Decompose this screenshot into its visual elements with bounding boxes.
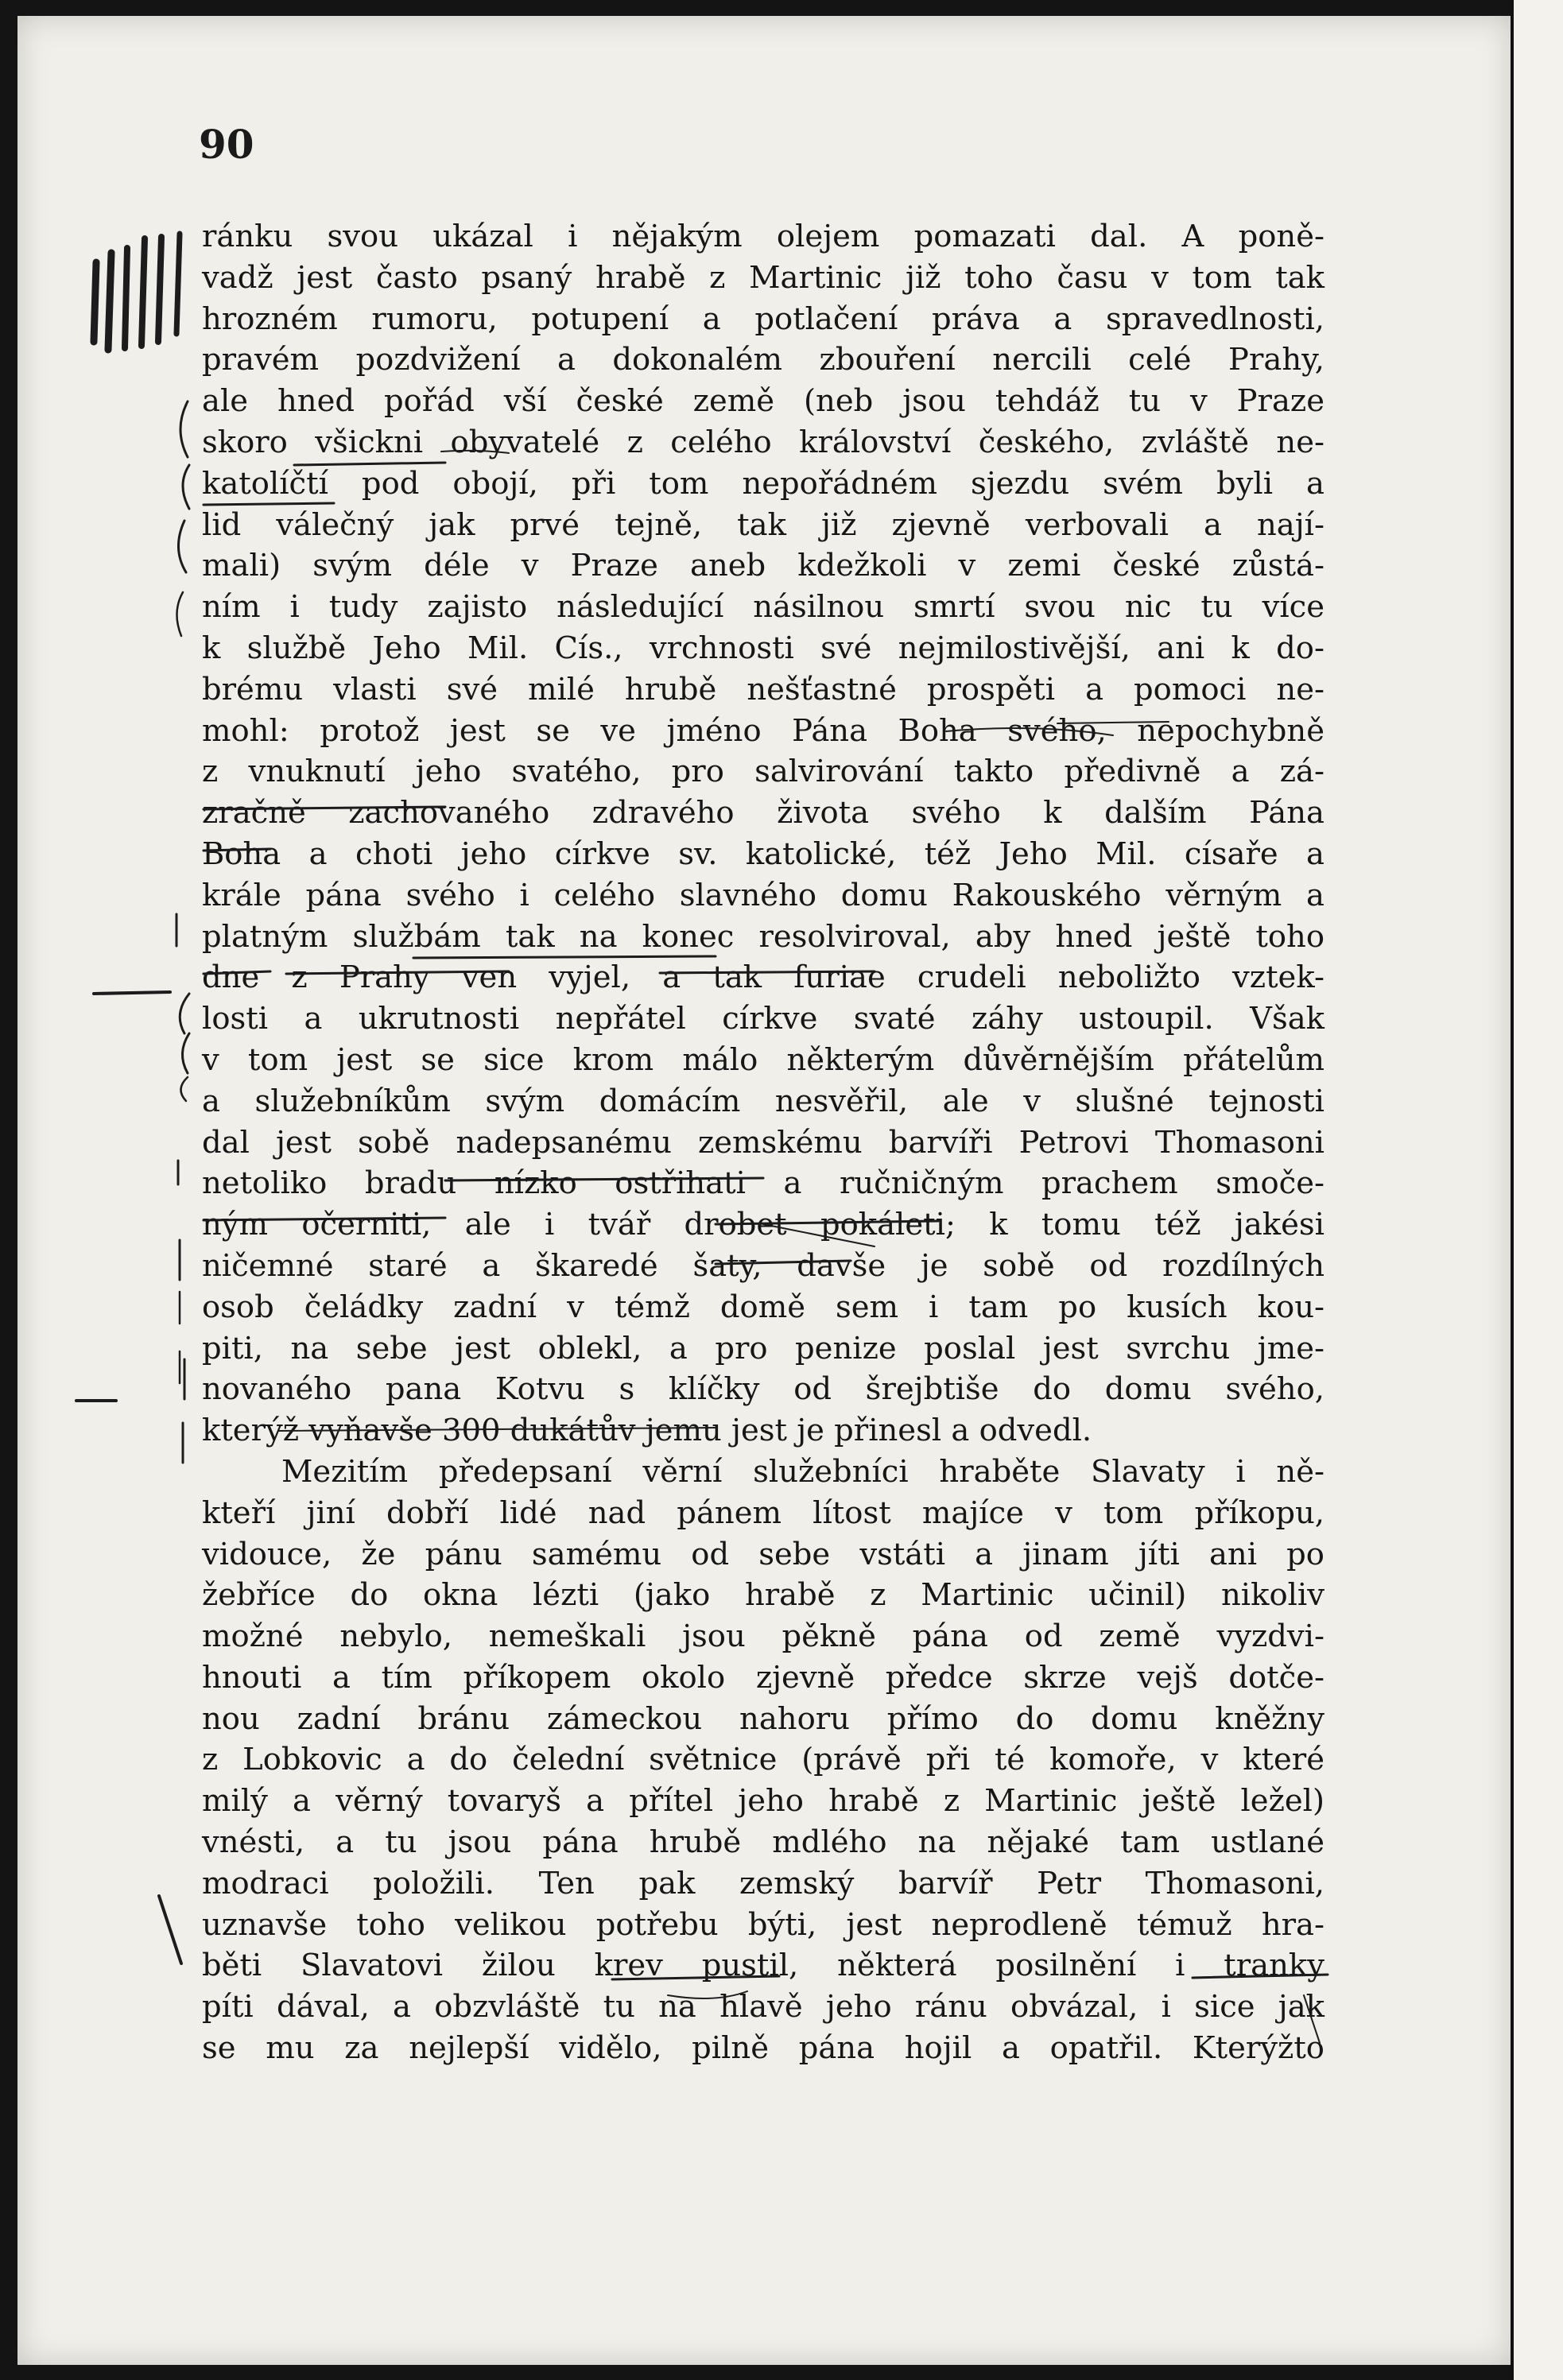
text-line: krále pána svého i celého slavného domu Rakouského věrným a	[202, 877, 1324, 913]
text-line: osob čeládky zadní v témž domě sem i tam po kusích kou-	[202, 1289, 1324, 1325]
text-line: novaného pana Kotvu s klíčky od šrejbtiše do domu svého,	[202, 1371, 1324, 1408]
text-line: ničemné staré a škaredé šaty, davše je sobě od rozdílných	[202, 1247, 1324, 1284]
text-line: katolíčtí pod obojí, při tom nepořádném sjezdu svém byli a	[202, 465, 1324, 502]
text-line: a služebníkům svým domácím nesvěřil, ale v slušné tejnosti	[202, 1083, 1324, 1119]
text-line: žebříce do okna lézti (jako hrabě z Martinic učinil) nikoliv	[202, 1577, 1324, 1614]
text-line: modraci položili. Ten pak zemský barvíř Petr Thomasoni,	[202, 1865, 1324, 1901]
text-line: brému vlasti své milé hrubě nešťastné prospěti a pomoci ne-	[202, 671, 1324, 707]
text-line: vidouce, že pánu samému od sebe vstáti a jinam jíti ani po	[202, 1536, 1324, 1572]
text-line: piti, na sebe jest oblekl, a pro penize poslal jest svrchu jme-	[202, 1330, 1324, 1366]
text-line: mali) svým déle v Praze aneb kdežkoli v zemi české zůstá-	[202, 548, 1324, 584]
text-line: běti Slavatovi žilou krev pustil, některá posilnění i tranky	[202, 1948, 1324, 1984]
text-line: Boha a choti jeho církve sv. katolické, též Jeho Mil. císaře a	[202, 835, 1324, 872]
text-line: dne z Prahy ven vyjel, a tak furiae crudeli neboližto vztek-	[202, 959, 1324, 996]
text-line: ním i tudy zajisto následující násilnou smrtí svou nic tu více	[202, 589, 1324, 626]
text-line: z Lobkovic a do čelední světnice (právě při té komoře, v které	[202, 1742, 1324, 1778]
text-line: milý a věrný tovaryš a přítel jeho hrabě z Martinic ještě ležel)	[202, 1783, 1324, 1820]
adjacent-page-edge	[1511, 0, 1563, 2380]
text-line: z vnuknutí jeho svatého, pro salvirování takto předivně a zá-	[202, 754, 1324, 790]
page-number: 90	[199, 121, 254, 168]
text-line: Mezitím předepsaní věrní služebníci hraběte Slavaty i ně-	[281, 1453, 1324, 1490]
text-line: skoro všickni obyvatelé z celého království českého, zvláště ne-	[202, 424, 1324, 460]
text-line: dal jest sobě nadepsanému zemskému barvíři Petrovi Thomasoni	[202, 1124, 1324, 1161]
text-line: v tom jest se sice krom málo některým důvěrnějším přátelům	[202, 1041, 1324, 1078]
text-line: mohl: protož jest se ve jméno Pána Boha svého, nepochybně	[202, 712, 1324, 749]
text-line: k službě Jeho Mil. Cís., vrchnosti své nejmilostivější, ani k do-	[202, 630, 1324, 666]
text-line: hnouti a tím příkopem okolo zjevně předce skrze vejš dotče-	[202, 1659, 1324, 1696]
text-line: zračně zachovaného zdravého života svého k dalším Pána	[202, 795, 1324, 831]
text-line: netoliko bradu nízko ostřihati a ručničným prachem smoče-	[202, 1165, 1324, 1202]
text-line: pravém pozdvižení a dokonalém zbouření nercili celé Prahy,	[202, 342, 1324, 378]
text-line: uznavše toho velikou potřebu býti, jest neprodleně témuž hra-	[202, 1906, 1324, 1943]
text-line: možné nebylo, nemeškali jsou pěkně pána od země vyzdvi-	[202, 1618, 1324, 1655]
text-line: vnésti, a tu jsou pána hrubě mdlého na nějaké tam ustlané	[202, 1824, 1324, 1861]
text-line: ránku svou ukázal i nějakým olejem pomazati dal. A poně-	[202, 219, 1324, 254]
text-line: ným očerniti, ale i tvář drobet pokáleti; k tomu též jakési	[202, 1207, 1324, 1243]
text-line: nou zadní bránu zámeckou nahoru přímo do domu kněžny	[202, 1700, 1324, 1737]
text-line: lid válečný jak prvé tejně, tak již zjevně verbovali a nají-	[202, 506, 1324, 543]
text-line: vadž jest často psaný hrabě z Martinic již toho času v tom tak	[202, 259, 1324, 296]
text-line: kterýž vyňavše 300 dukátův jemu jest je přinesl a odvedl.	[202, 1413, 1092, 1449]
body-text	[202, 216, 1324, 2069]
text-line: píti dával, a obzvláště tu na hlavě jeho ránu obvázal, i sice jak	[202, 1989, 1324, 2025]
text-line: platným službám tak na konec resolviroval, aby hned ještě toho	[202, 918, 1324, 955]
text-line: losti a ukrutnosti nepřátel církve svaté záhy ustoupil. Však	[202, 1001, 1324, 1037]
text-line: se mu za nejlepší vidělo, pilně pána hojil a opatřil. Kterýžto	[202, 2030, 1324, 2067]
text-line: kteří jiní dobří lidé nad pánem lítost majíce v tom příkopu,	[202, 1494, 1324, 1531]
text-line: hrozném rumoru, potupení a potlačení práva a spravedlnosti,	[202, 300, 1324, 337]
text-line: ale hned pořád vší české země (neb jsou tehdáž tu v Praze	[202, 383, 1324, 420]
